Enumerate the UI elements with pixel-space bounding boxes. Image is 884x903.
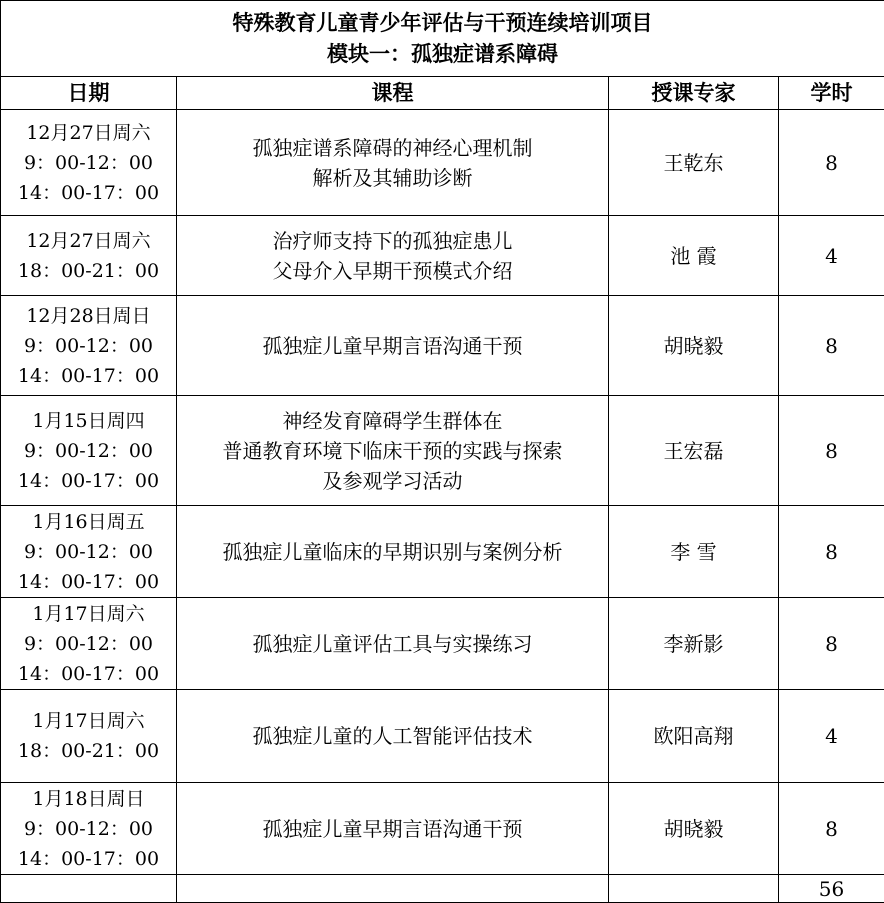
empty-cell (177, 875, 609, 903)
date-line: 1月16日周五 (32, 510, 145, 533)
date-line: 12月27日周六 (26, 229, 151, 252)
date-line: 12月27日周六 (26, 121, 151, 144)
course-cell (177, 506, 609, 598)
expert-cell: 池 霞 (609, 216, 779, 296)
title-line-2: 模块一：孤独症谱系障碍 (327, 41, 558, 66)
time-line: 14：00-17：00 (17, 847, 160, 870)
course-line: 孤独症儿童评估工具与实操练习 (252, 631, 533, 656)
date-cell (1, 506, 177, 598)
hours-cell: 4 (779, 216, 884, 296)
course-line: 治疗师支持下的孤独症患儿 (272, 228, 513, 253)
title-line-1: 特殊教育儿童青少年评估与干预连续培训项目 (232, 10, 653, 35)
time-line: 14：00-17：00 (17, 570, 160, 593)
date-cell (1, 216, 177, 296)
table-row (1, 396, 884, 506)
course-cell (177, 690, 609, 783)
header-date: 日期 (1, 77, 177, 110)
date-line: 12月28日周日 (26, 304, 151, 327)
table-row (1, 506, 884, 598)
time-line: 9：00-12：00 (23, 334, 154, 357)
hours-cell: 8 (779, 783, 884, 875)
date-line: 1月17日周六 (32, 710, 145, 732)
header-row (1, 77, 884, 110)
table-row (1, 783, 884, 875)
course-line: 解析及其辅助诊断 (312, 165, 473, 190)
expert-cell: 欧阳高翔 (609, 690, 779, 783)
expert-cell: 李新影 (609, 598, 779, 690)
empty-cell (1, 875, 177, 903)
hours-cell: 8 (779, 506, 884, 598)
table-row (1, 216, 884, 296)
course-cell (177, 296, 609, 396)
time-line: 9：00-12：00 (23, 540, 154, 563)
time-line: 9：00-12：00 (23, 151, 154, 174)
time-line: 14：00-17：00 (17, 469, 160, 492)
date-cell (1, 396, 177, 506)
course-cell (177, 598, 609, 690)
expert-cell: 胡晓毅 (609, 783, 779, 875)
course-line: 孤独症儿童早期言语沟通干预 (262, 816, 523, 841)
total-hours: 56 (779, 875, 884, 903)
course-cell (177, 110, 609, 216)
course-line: 神经发育障碍学生群体在 (282, 408, 503, 433)
time-line: 9：00-12：00 (23, 632, 154, 655)
course-line: 及参观学习活动 (322, 468, 463, 493)
time-line: 9：00-12：00 (23, 439, 154, 462)
hours-cell: 4 (779, 690, 884, 783)
course-cell (177, 396, 609, 506)
table-title (1, 1, 884, 77)
course-cell (177, 216, 609, 296)
total-row (1, 875, 884, 903)
hours-cell: 8 (779, 296, 884, 396)
table-row (1, 690, 884, 783)
time-line: 18：00-21：00 (17, 740, 160, 762)
expert-cell: 王乾东 (609, 110, 779, 216)
date-cell (1, 598, 177, 690)
date-cell (1, 110, 177, 216)
course-line: 孤独症儿童的人工智能评估技术 (252, 724, 533, 748)
expert-cell: 胡晓毅 (609, 296, 779, 396)
time-line: 9：00-12：00 (23, 817, 154, 840)
time-line: 14：00-17：00 (17, 181, 160, 204)
table-row (1, 110, 884, 216)
time-line: 14：00-17：00 (17, 662, 160, 685)
hours-cell: 8 (779, 110, 884, 216)
date-line: 1月17日周六 (32, 602, 145, 625)
course-line: 父母介入早期干预模式介绍 (272, 258, 513, 283)
time-line: 18：00-21：00 (17, 259, 160, 282)
header-course: 课程 (177, 77, 609, 110)
header-hours: 学时 (779, 77, 884, 110)
course-cell (177, 783, 609, 875)
course-line: 孤独症儿童临床的早期识别与案例分析 (222, 539, 563, 564)
expert-cell: 王宏磊 (609, 396, 779, 506)
table-row (1, 598, 884, 690)
course-line: 孤独症谱系障碍的神经心理机制 (252, 135, 533, 160)
course-line: 普通教育环境下临床干预的实践与探索 (222, 438, 563, 463)
date-line: 1月15日周四 (32, 409, 145, 432)
time-line: 14：00-17：00 (17, 364, 160, 387)
expert-cell: 李 雪 (609, 506, 779, 598)
hours-cell: 8 (779, 598, 884, 690)
date-cell (1, 690, 177, 783)
date-cell (1, 783, 177, 875)
header-expert: 授课专家 (609, 77, 779, 110)
empty-cell (609, 875, 779, 903)
date-cell (1, 296, 177, 396)
table-row (1, 296, 884, 396)
hours-cell: 8 (779, 396, 884, 506)
date-line: 1月18日周日 (32, 787, 145, 810)
course-line: 孤独症儿童早期言语沟通干预 (262, 333, 523, 358)
